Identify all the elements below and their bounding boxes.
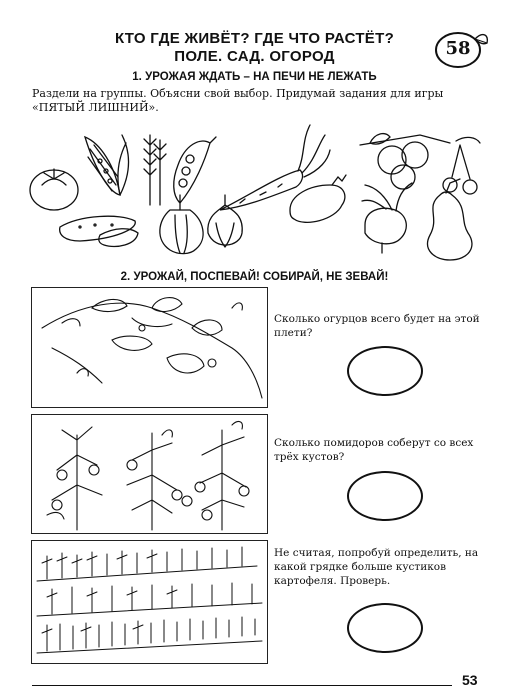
task1-instruction: Раздели на группы. Объясни свой выбор. Придумай задания для игры «ПЯТЫЙ ЛИШНИЙ». xyxy=(32,87,444,114)
answer-oval-1[interactable] xyxy=(347,346,423,396)
tomato-icon xyxy=(30,169,78,210)
tomato-bushes-icon xyxy=(32,415,267,533)
page-badge-number: 58 xyxy=(445,38,471,59)
eggplant-icon xyxy=(290,175,346,222)
footer-divider xyxy=(32,685,452,686)
carrot-icon xyxy=(220,125,330,210)
answer-oval-2[interactable] xyxy=(347,471,423,521)
fruits-vegetables-illustration xyxy=(20,115,490,261)
page-title: КТО ГДЕ ЖИВЁТ? ГДЕ ЧТО РАСТЁТ? xyxy=(114,30,395,47)
task2-heading: 2. УРОЖАЙ, ПОСПЕВАЙ! СОБИРАЙ, НЕ ЗЕВАЙ! xyxy=(120,271,389,283)
cucumber-vine-frame xyxy=(31,287,268,408)
corn-icon xyxy=(85,135,129,195)
question-tomatoes: Сколько помидоров соберут со всех трёх кустов? xyxy=(274,437,474,463)
potato-rows-icon xyxy=(32,541,267,663)
beet-icon xyxy=(362,183,412,253)
page-badge xyxy=(431,25,491,73)
pea-pod-icon xyxy=(174,137,216,203)
page-subtitle: ПОЛЕ. САД. ОГОРОД xyxy=(174,48,335,65)
garlic-icon xyxy=(160,195,203,254)
tomato-bushes-frame xyxy=(31,414,268,534)
pear-icon xyxy=(428,179,472,260)
cucumber-icon xyxy=(60,216,138,246)
question-potatoes: Не считая, попробуй определить, на какой грядке больше кустиков картофеля. Проверь. xyxy=(274,547,479,587)
answer-oval-3[interactable] xyxy=(347,603,423,653)
apple-branch-icon xyxy=(360,134,450,189)
page-number: 53 xyxy=(462,672,478,688)
onion-icon xyxy=(208,195,242,247)
question-cucumbers: Сколько огурцов всего будет на этой плети? xyxy=(274,313,480,339)
cucumber-vine-icon xyxy=(32,288,267,407)
potato-rows-frame xyxy=(31,540,268,664)
wheat-icon xyxy=(144,135,166,205)
task1-heading: 1. УРОЖАЯ ЖДАТЬ – НА ПЕЧИ НЕ ЛЕЖАТЬ xyxy=(132,71,377,83)
